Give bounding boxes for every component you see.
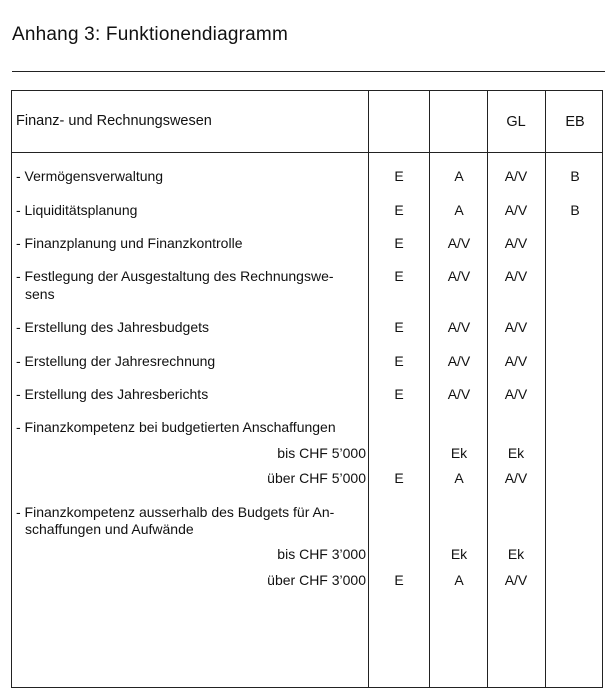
threshold-label: bis CHF 3’000 [277, 546, 366, 562]
table-cell: Ek [450, 546, 468, 562]
table-cell: E [394, 319, 404, 335]
threshold-label: über CHF 5’000 [267, 470, 366, 486]
table-cell: A/V [504, 386, 528, 402]
table-row-label: - Vermögensverwaltung [16, 168, 164, 184]
section-label: - Finanzkompetenz ausserhalb des Budgets für An- [16, 504, 335, 520]
table-cell: A/V [447, 268, 471, 284]
header-col-gl: GL [506, 114, 526, 130]
section-label-continued: schaffungen und Aufwände [25, 521, 194, 537]
table-cell: A/V [504, 235, 528, 251]
section-label: - Finanzkompetenz bei budgetierten Anschaffungen [16, 419, 336, 435]
page-title: Anhang 3: Funktionendiagramm [12, 24, 288, 45]
table-cell: B [570, 202, 580, 218]
table-cell: A/V [504, 353, 528, 369]
table-row-label: - Erstellung des Jahresberichts [16, 386, 209, 402]
table-cell: E [394, 353, 404, 369]
table-cell: Ek [450, 445, 468, 461]
table-cell: A [454, 470, 464, 486]
threshold-label: über CHF 3’000 [267, 572, 366, 588]
table-cell: E [394, 202, 404, 218]
table-row-label: - Erstellung des Jahresbudgets [16, 319, 209, 335]
table-cell: A/V [447, 386, 471, 402]
table-cell: A [454, 202, 464, 218]
table-row-label-continued: sens [25, 286, 55, 302]
table-cell: E [394, 470, 404, 486]
table-cell: A/V [447, 353, 471, 369]
table-cell: E [394, 168, 404, 184]
table-cell: A/V [447, 235, 471, 251]
table-row-label: - Festlegung der Ausgestaltung des Rechnungswe- [16, 268, 334, 284]
table-cell: A/V [504, 470, 528, 486]
table-cell: E [394, 572, 404, 588]
table-cell: E [394, 235, 404, 251]
table-cell: A [454, 168, 464, 184]
table-cell: E [394, 386, 404, 402]
header-divider [11, 152, 603, 153]
table-cell: A/V [504, 268, 528, 284]
title-divider [12, 71, 605, 72]
table-cell: A/V [504, 572, 528, 588]
table-cell: A/V [504, 168, 528, 184]
table-row-label: - Liquiditätsplanung [16, 202, 138, 218]
table-cell: Ek [507, 546, 525, 562]
table-row-label: - Erstellung der Jahresrechnung [16, 353, 216, 369]
table-cell: A/V [447, 319, 471, 335]
table-cell: A [454, 572, 464, 588]
table-cell: B [570, 168, 580, 184]
table-cell: A/V [504, 319, 528, 335]
table-cell: A/V [504, 202, 528, 218]
threshold-label: bis CHF 5’000 [277, 445, 366, 461]
header-col-eb: EB [565, 114, 585, 130]
table-cell: E [394, 268, 404, 284]
header-label: Finanz- und Rechnungswesen [16, 113, 212, 129]
table-row-label: - Finanzplanung und Finanzkontrolle [16, 235, 243, 251]
table-cell: Ek [507, 445, 525, 461]
